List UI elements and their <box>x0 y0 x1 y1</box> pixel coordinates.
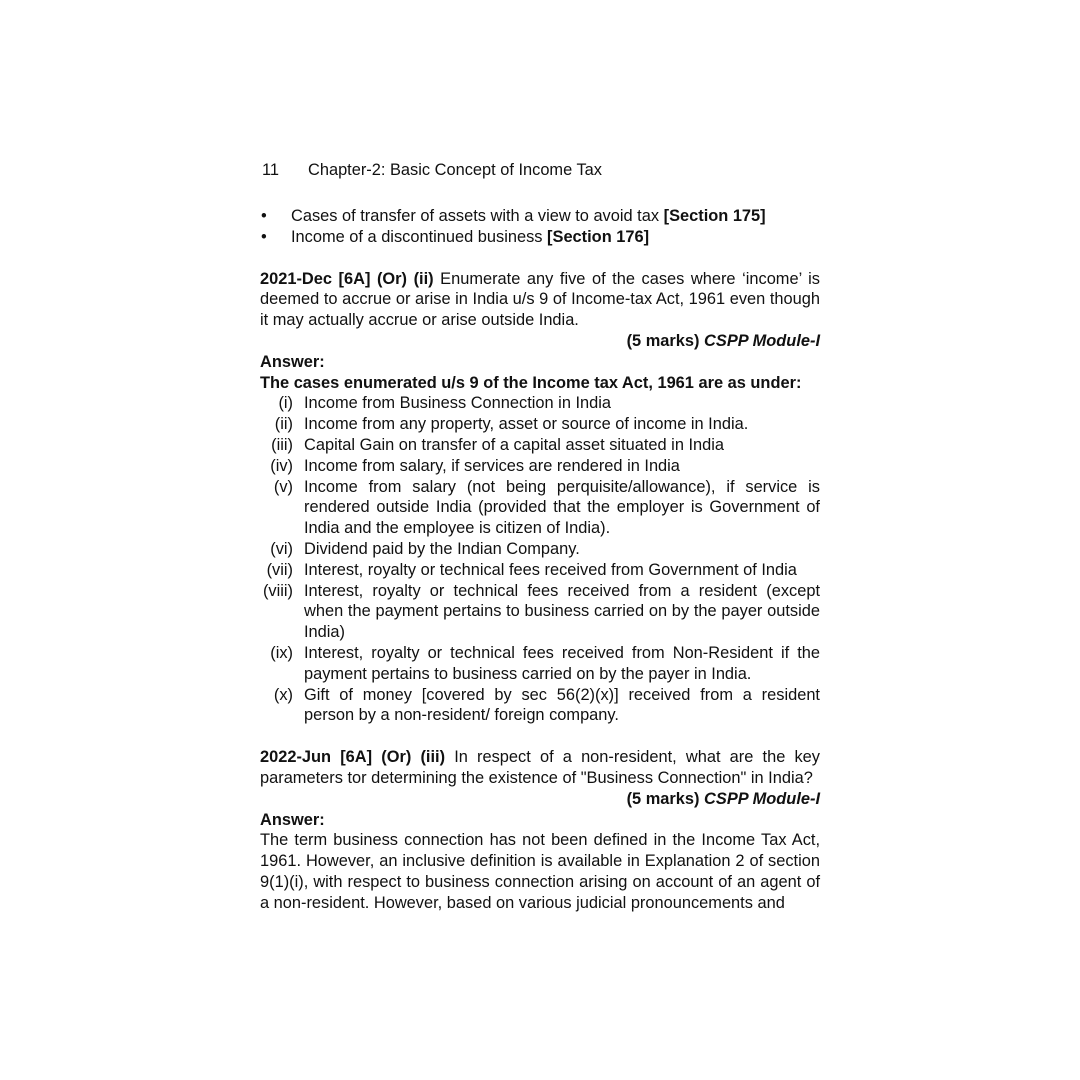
item-text: Income from any property, asset or source of income in India. <box>304 415 749 434</box>
bullet-list <box>260 206 820 248</box>
section-ref: [Section 176] <box>547 227 650 246</box>
answer-paragraph: The term business connection has not been defined in the Income Tax Act, 1961. However, an inclusive definition is available in Explanation 2 of section 9(1)(i), with respect to business connection arising on account of an agent of a non-resident. However, based on various judicial pronouncements and <box>260 831 820 912</box>
item-number: (v) <box>273 477 293 496</box>
item-number: (x) <box>273 685 293 704</box>
item-text: Income from salary, if services are rendered in India <box>304 456 680 475</box>
item-number: (i) <box>278 394 293 413</box>
list-item <box>260 435 820 456</box>
list-item <box>260 560 820 581</box>
bullet-item <box>260 206 820 227</box>
question-tag: 2022-Jun [6A] (Or) (iii) <box>260 748 446 767</box>
bullet-text: Income of a discontinued business <box>291 227 548 246</box>
marks-line <box>260 789 820 810</box>
list-item <box>260 581 820 643</box>
item-text: Interest, royalty or technical fees received from Government of India <box>304 560 797 579</box>
module-name: CSPP Module-I <box>704 789 820 808</box>
answer-label: Answer: <box>260 810 325 829</box>
item-number: (iv) <box>270 456 293 475</box>
item-text: Capital Gain on transfer of a capital asset situated in India <box>304 435 725 454</box>
item-text: Interest, royalty or technical fees received from a resident (except when the payment pertains to business carried on by the payer outside India) <box>304 581 820 642</box>
chapter-title: Chapter-2: Basic Concept of Income Tax <box>308 161 602 179</box>
page-header <box>260 160 820 182</box>
item-number: (vi) <box>270 539 293 558</box>
document-page <box>260 160 820 914</box>
item-text: Income from Business Connection in India <box>304 394 612 413</box>
list-item <box>260 685 820 727</box>
answer-intro: The cases enumerated u/s 9 of the Income tax Act, 1961 are as under: <box>260 373 802 392</box>
item-text: Income from salary (not being perquisite/allowance), if service is rendered outside India (provided that the employer is Government of India and the employee is citizen of India). <box>304 477 820 538</box>
module-name: CSPP Module-I <box>704 331 820 350</box>
list-item <box>260 456 820 477</box>
item-text: Gift of money [covered by sec 56(2)(x)] received from a resident person by a non-resident/ foreign company. <box>304 685 820 725</box>
item-number: (ii) <box>274 415 293 434</box>
marks: (5 marks) <box>626 331 705 350</box>
answer-label: Answer: <box>260 352 325 371</box>
item-text: Interest, royalty or technical fees received from Non-Resident if the payment pertains to business carried on by the payer in India. <box>304 643 820 683</box>
list-item <box>260 414 820 435</box>
list-item <box>260 643 820 685</box>
page-number: 11 <box>262 161 280 179</box>
marks: (5 marks) <box>626 789 705 808</box>
item-number: (iii) <box>271 435 293 454</box>
question-1 <box>260 269 820 331</box>
list-item <box>260 393 820 414</box>
item-number: (viii) <box>262 581 293 600</box>
section-ref: [Section 175] <box>663 207 766 225</box>
question-2 <box>260 747 820 789</box>
bullet-text: Cases of transfer of assets with a view to avoid tax <box>291 207 664 225</box>
item-number: (ix) <box>270 643 293 662</box>
question-text: In respect of a non-resident, what are the key parameters tor determining the existence of "Business Connection" in India? <box>260 748 820 787</box>
marks-line <box>260 331 820 352</box>
bullet-item <box>260 227 820 248</box>
item-number: (vii) <box>266 560 293 579</box>
item-text: Dividend paid by the Indian Company. <box>304 539 580 558</box>
list-item <box>260 539 820 560</box>
question-text: Enumerate any five of the cases where ‘income’ is deemed to accrue or arise in India u/s 9 of Income-tax Act, 1961 even though it may actually accrue or arise outside India. <box>260 269 821 330</box>
cases-list <box>260 393 820 726</box>
list-item <box>260 477 820 539</box>
question-tag: 2021-Dec [6A] (Or) (ii) <box>260 269 434 288</box>
